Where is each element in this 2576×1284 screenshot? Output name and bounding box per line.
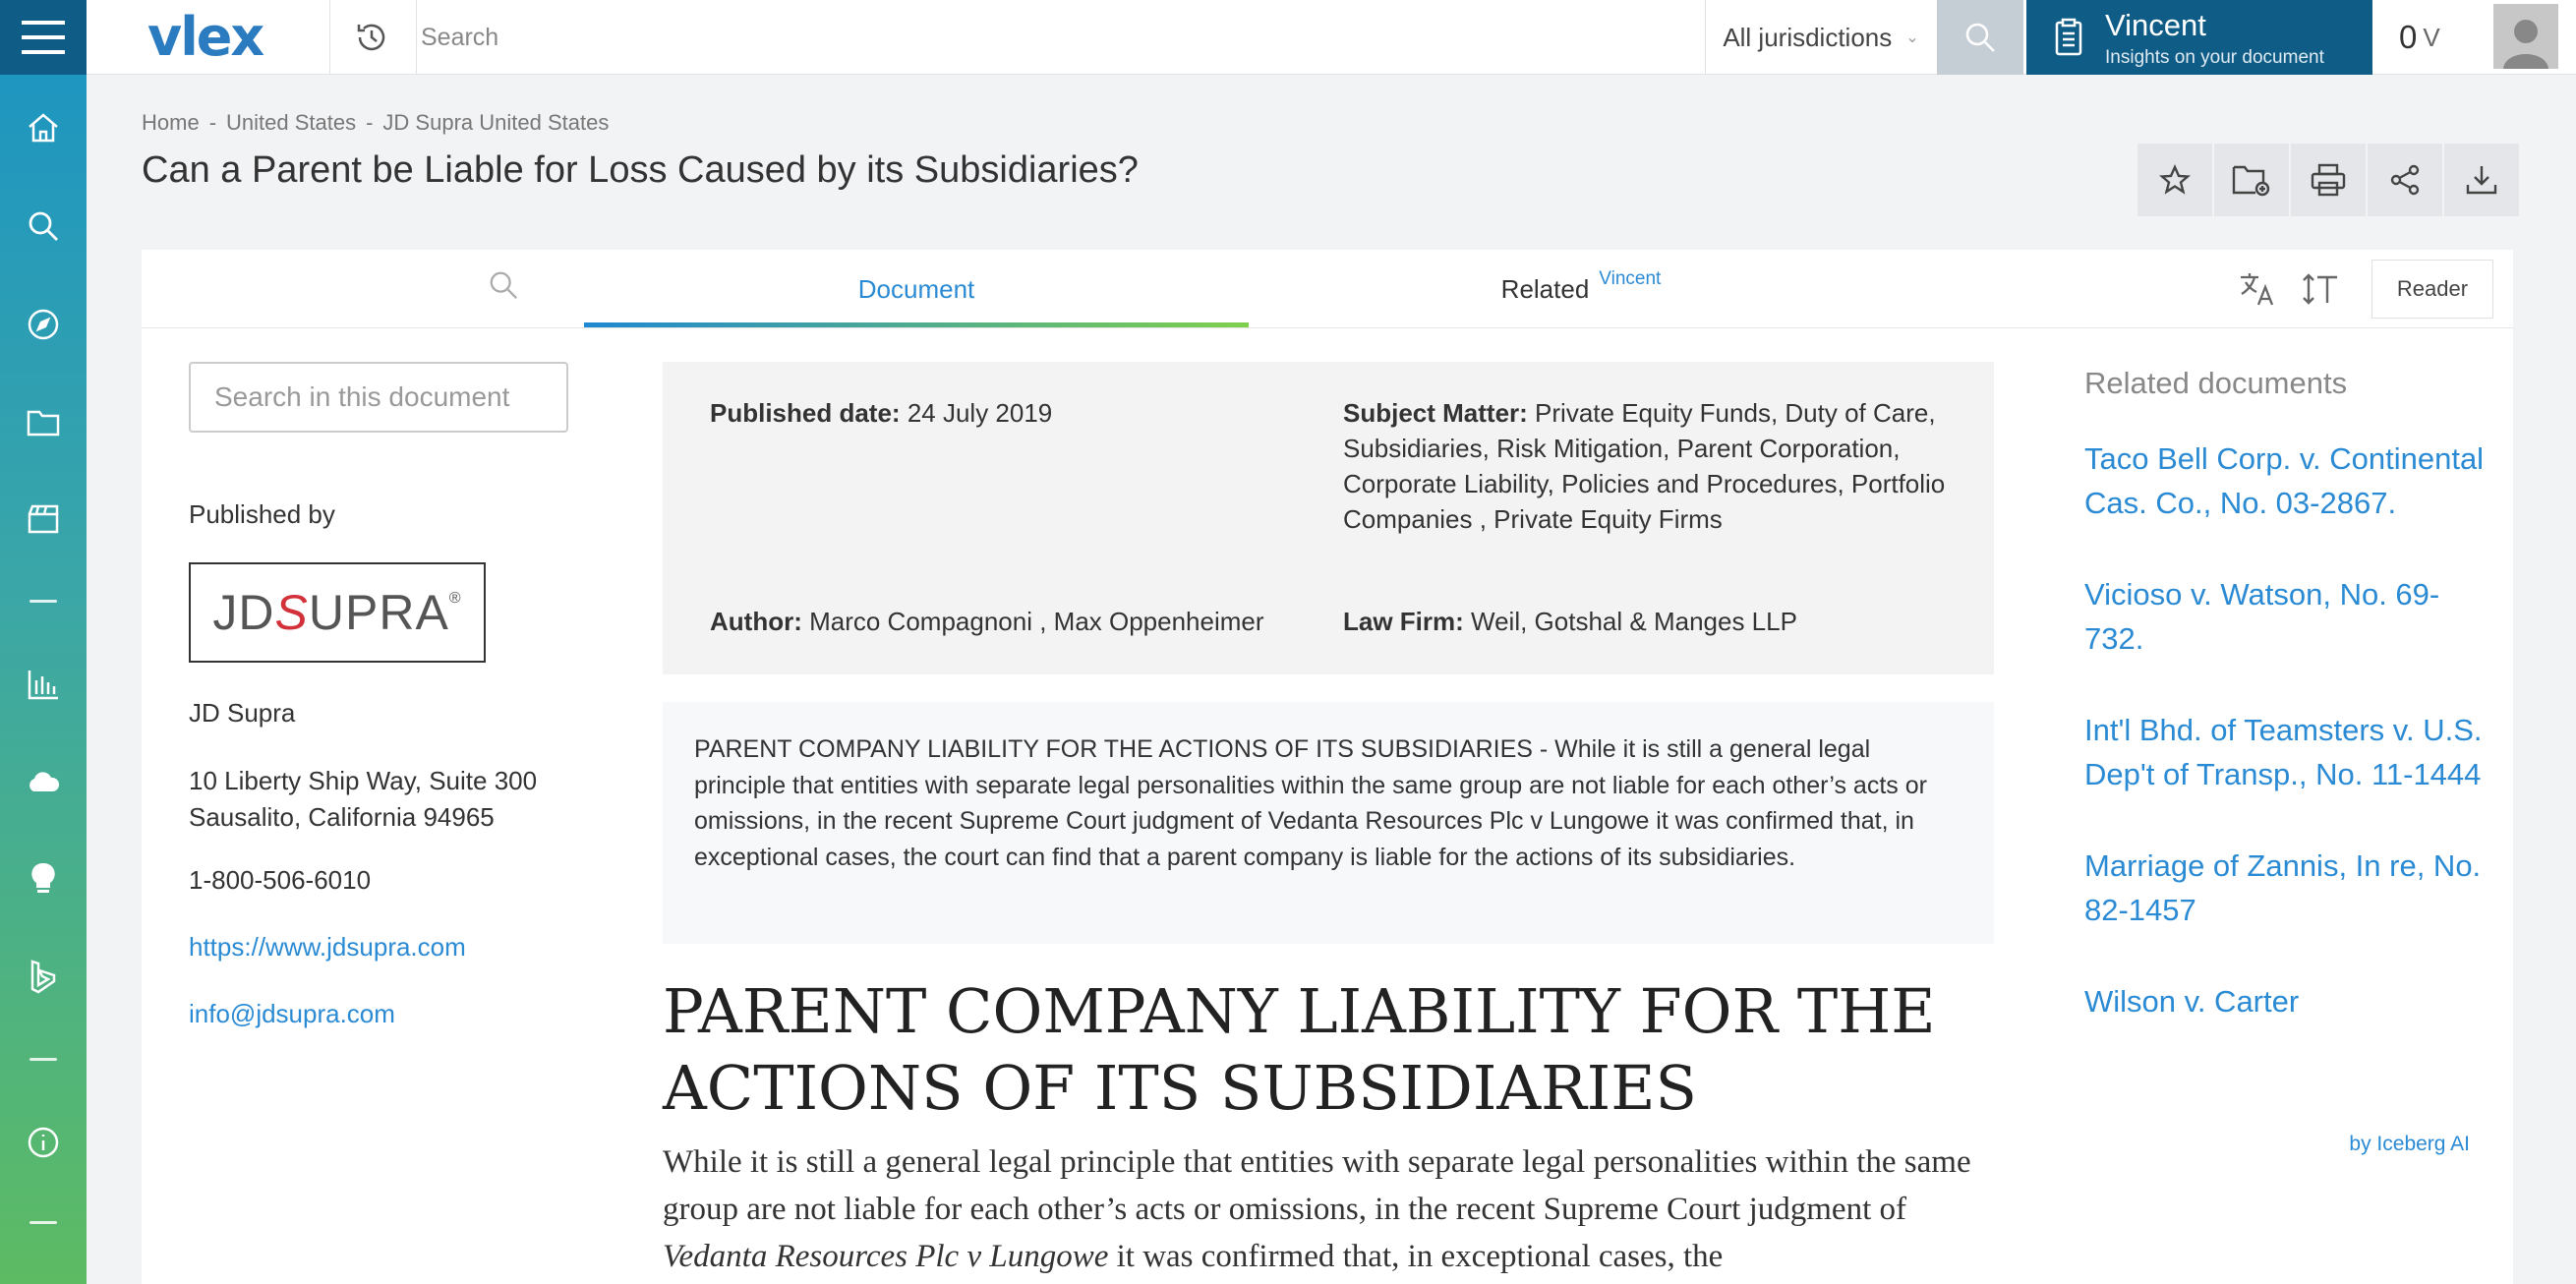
lightbulb-icon[interactable]	[24, 859, 63, 899]
tab-search[interactable]	[488, 269, 519, 306]
related-document-link[interactable]: Wilson v. Carter	[2084, 984, 2300, 1019]
download-button[interactable]	[2444, 144, 2519, 216]
published-date	[710, 395, 1052, 431]
vlex-logo-text: vlex	[147, 5, 263, 68]
logo-text: ®	[448, 590, 462, 607]
meta-label: Published date:	[710, 398, 901, 428]
case-name: Vedanta Resources Plc v Lungowe	[663, 1239, 1109, 1274]
credits-count: 0	[2399, 19, 2418, 55]
home-icon[interactable]	[24, 108, 63, 147]
related-document-link[interactable]: Int'l Bhd. of Teamsters v. U.S. Dep't of Transp., No. 11-1444	[2084, 713, 2483, 791]
meta-value: Marco Compagnoni , Max Oppenheimer	[809, 607, 1264, 636]
jurisdiction-label: All jurisdictions	[1723, 22, 1893, 52]
related-documents-heading: Related documents	[2084, 366, 2348, 400]
clapperboard-icon[interactable]	[24, 499, 63, 539]
paragraph-text: it was confirmed that, in exceptional cases, the	[1116, 1239, 1724, 1274]
divider	[416, 0, 417, 75]
menu-button[interactable]	[0, 0, 87, 75]
related-document-link[interactable]: Vicioso v. Watson, No. 69-732.	[2084, 577, 2440, 656]
published-by-label: Published by	[189, 499, 335, 529]
tab-related[interactable]	[1249, 250, 1913, 328]
cloud-icon[interactable]	[24, 763, 63, 802]
avatar[interactable]	[2493, 4, 2558, 69]
print-icon	[2311, 163, 2346, 197]
paragraph-text: While it is still a general legal principle that entities with separate legal personalities within the same group are not liable for each other’s acts or omissions, in the recent Supreme Court judgment of	[663, 1144, 1971, 1227]
related-document-link[interactable]: Taco Bell Corp. v. Continental Cas. Co., No. 03-2867.	[2084, 441, 2485, 520]
vincent-subtitle: Insights on your document	[2105, 47, 2324, 68]
left-rail	[0, 0, 87, 1284]
iceberg-attribution[interactable]: by Iceberg AI	[2349, 1133, 2470, 1155]
user-icon	[2501, 14, 2550, 69]
font-size-button[interactable]	[2301, 269, 2340, 314]
divider	[329, 0, 330, 75]
print-button[interactable]	[2291, 144, 2366, 216]
address-line: Sausalito, California 94965	[189, 802, 495, 832]
download-icon	[2465, 163, 2498, 197]
meta-value: 24 July 2019	[907, 398, 1053, 428]
history-button[interactable]	[352, 18, 391, 57]
vincent-button[interactable]	[2026, 0, 2372, 75]
vincent-title: Vincent	[2105, 8, 2206, 42]
search-input[interactable]	[421, 12, 1719, 63]
search-icon[interactable]	[24, 206, 63, 246]
subject-matter	[1343, 395, 1953, 537]
meta-label: Subject Matter:	[1343, 398, 1528, 428]
share-icon	[2388, 163, 2422, 197]
breadcrumb-source[interactable]: JD Supra United States	[382, 110, 610, 135]
breadcrumb-separator: -	[366, 110, 374, 135]
rail-separator	[29, 600, 57, 603]
info-icon[interactable]	[24, 1123, 63, 1162]
author	[710, 604, 1264, 639]
tab-document[interactable]	[584, 250, 1249, 328]
search-icon	[488, 269, 519, 301]
text-size-icon	[2301, 269, 2340, 309]
reader-button[interactable]: Reader	[2371, 260, 2493, 319]
vlex-logo[interactable]	[147, 2, 263, 71]
logo-text: UPRA	[308, 585, 449, 640]
hamburger-icon	[22, 21, 65, 54]
translate-button[interactable]	[2238, 269, 2277, 314]
document-actions	[2137, 144, 2519, 216]
tab-related-label: Related	[1500, 273, 1590, 304]
document-paragraph	[663, 1138, 1994, 1280]
bing-icon[interactable]	[24, 958, 63, 997]
document-search-input[interactable]	[189, 362, 568, 433]
related-document-link[interactable]: Marriage of Zannis, In re, No. 82-1457	[2084, 848, 2482, 927]
publisher-logo[interactable]	[189, 562, 486, 663]
document-card	[142, 250, 2513, 1284]
publisher-website-link[interactable]: https://www.jdsupra.com	[189, 932, 466, 962]
tab-related-badge: Vincent	[1599, 268, 1662, 289]
folder-add-icon	[2232, 163, 2271, 197]
publisher-name: JD Supra	[189, 698, 296, 728]
breadcrumb	[142, 110, 609, 136]
add-to-folder-button[interactable]	[2214, 144, 2289, 216]
star-icon	[2159, 164, 2191, 196]
document-metadata	[663, 362, 1994, 674]
tab-document-label: Document	[857, 273, 975, 304]
meta-value: Weil, Gotshal & Manges LLP	[1471, 607, 1797, 636]
search-icon	[1963, 21, 1997, 54]
active-tab-indicator	[584, 322, 1249, 327]
tab-bar	[142, 250, 2513, 328]
publisher-address	[189, 763, 537, 836]
compass-icon[interactable]	[24, 305, 63, 344]
jurisdiction-dropdown[interactable]	[1705, 0, 1937, 75]
meta-label: Law Firm:	[1343, 607, 1464, 636]
folder-icon[interactable]	[24, 403, 63, 442]
publisher-phone: 1-800-506-6010	[189, 865, 372, 895]
document-summary: PARENT COMPANY LIABILITY FOR THE ACTIONS OF ITS SUBSIDIARIES - While it is still a general legal principle that entities with separate legal personalities within the same group are not liable for each other’s acts or omissions, in the recent Supreme Court judgment of Vedanta Resources Plc v Lungowe it was confirmed that, in exceptional cases, the court can find that a parent company is liable for the actions of its subsidiaries.	[663, 702, 1994, 944]
translate-icon	[2238, 269, 2277, 309]
breadcrumb-home[interactable]: Home	[142, 110, 200, 135]
rail-separator	[29, 1058, 57, 1061]
publisher-email-link[interactable]: info@jdsupra.com	[189, 999, 395, 1028]
favorite-button[interactable]	[2137, 144, 2212, 216]
history-icon	[355, 21, 388, 54]
breadcrumb-separator: -	[208, 110, 217, 135]
address-line: 10 Liberty Ship Way, Suite 300	[189, 766, 538, 795]
top-bar	[87, 0, 2576, 75]
rail-separator	[29, 1221, 57, 1224]
document-heading: PARENT COMPANY LIABILITY FOR THE ACTIONS OF ITS SUBSIDIARIES	[663, 975, 1936, 1124]
logo-text: S	[274, 585, 309, 640]
logo-text: JD	[212, 585, 275, 640]
clipboard-icon	[2054, 18, 2083, 57]
page-title: Can a Parent be Liable for Loss Caused by its Subsidiaries?	[142, 149, 1139, 191]
meta-label: Author:	[710, 607, 802, 636]
bar-chart-icon[interactable]	[24, 665, 63, 704]
law-firm	[1343, 604, 1797, 639]
meta-value: Private Equity Funds, Duty of Care, Subsidiaries, Risk Mitigation, Parent Corporation, Corporate Liability, Policies and Procedures, Portfolio Companies , Private Equity Firms	[1343, 398, 1946, 534]
chevron-down-icon: ⌄	[1905, 29, 1919, 46]
share-button[interactable]	[2368, 144, 2442, 216]
search-button[interactable]	[1937, 0, 2023, 75]
related-documents-list	[2084, 437, 2497, 1071]
breadcrumb-country[interactable]: United States	[226, 110, 357, 135]
credit-symbol: V	[2423, 22, 2440, 52]
credits-indicator[interactable]	[2399, 0, 2440, 75]
